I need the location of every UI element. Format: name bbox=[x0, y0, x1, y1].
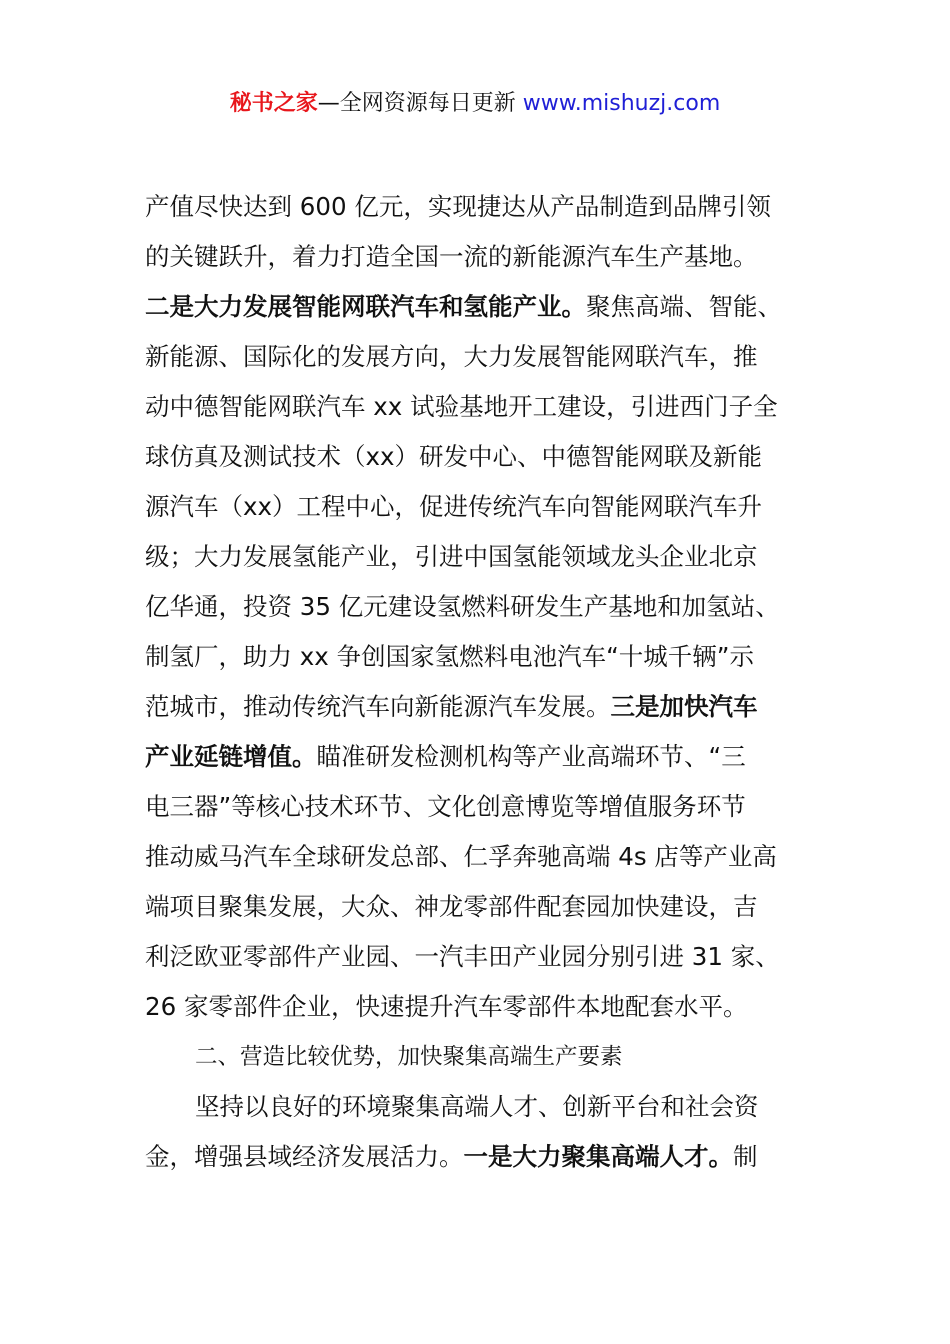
text-run: 范城市，推动传统汽车向新能源汽车发展。 bbox=[145, 692, 611, 721]
text-run: 亿华通，投资 35 亿元建设氢燃料研发生产基地和加氢站、 bbox=[145, 592, 780, 621]
section-heading bbox=[145, 1032, 815, 1082]
text-line bbox=[145, 182, 815, 232]
text-run: 新能源、国际化的发展方向，大力发展智能网联汽车，推 bbox=[145, 342, 758, 371]
text-line bbox=[145, 1132, 815, 1182]
text-line bbox=[145, 532, 815, 582]
website-link[interactable]: www.mishuzj.com bbox=[522, 91, 721, 116]
text-run: 的关键跃升，着力打造全国一流的新能源汽车生产基地。 bbox=[145, 242, 758, 271]
document-body bbox=[145, 182, 815, 1182]
text-run: 制 bbox=[733, 1142, 758, 1171]
text-line bbox=[145, 932, 815, 982]
text-line bbox=[145, 332, 815, 382]
text-run: 26 家零部件企业，快速提升汽车零部件本地配套水平。 bbox=[145, 992, 748, 1021]
text-line bbox=[145, 282, 815, 332]
text-line bbox=[145, 832, 815, 882]
text-run: 制氢厂，助力 xx 争创国家氢燃料电池汽车“十城千辆”示 bbox=[145, 642, 754, 671]
text-run: 坚持以良好的环境聚集高端人才、创新平台和社会资 bbox=[195, 1092, 759, 1121]
text-line bbox=[145, 482, 815, 532]
bold-text-run: 一是大力聚集高端人才。 bbox=[463, 1142, 733, 1171]
bold-text-run: 三是加快汽车 bbox=[610, 692, 758, 721]
text-line bbox=[145, 732, 815, 782]
text-line bbox=[145, 882, 815, 932]
text-line bbox=[145, 232, 815, 282]
text-line bbox=[145, 382, 815, 432]
text-run: 聚焦高端、智能、 bbox=[586, 292, 782, 321]
text-line bbox=[145, 782, 815, 832]
text-run: 电三器”等核心技术环节、文化创意博览等增值服务环节 bbox=[145, 792, 746, 821]
text-line bbox=[145, 632, 815, 682]
page-header bbox=[0, 88, 950, 120]
brand-name: 秘书之家 bbox=[229, 91, 318, 116]
text-run: 二、营造比较优势，加快聚集高端生产要素 bbox=[195, 1044, 623, 1070]
text-line bbox=[145, 1082, 815, 1132]
text-run: 产值尽快达到 600 亿元，实现捷达从产品制造到品牌引领 bbox=[145, 192, 771, 221]
header-tagline: —全网资源每日更新 bbox=[317, 91, 523, 116]
text-run: 瞄准研发检测机构等产业高端环节、“三 bbox=[316, 742, 746, 771]
text-line bbox=[145, 682, 815, 732]
bold-text-run: 产业延链增值。 bbox=[145, 742, 317, 771]
text-run: 推动威马汽车全球研发总部、仁孚奔驰高端 4s 店等产业高 bbox=[145, 842, 777, 871]
text-run: 球仿真及测试技术（xx）研发中心、中德智能网联及新能 bbox=[145, 442, 762, 471]
text-run: 动中德智能网联汽车 xx 试验基地开工建设，引进西门子全 bbox=[145, 392, 778, 421]
text-line bbox=[145, 582, 815, 632]
bold-text-run: 二是大力发展智能网联汽车和氢能产业。 bbox=[145, 292, 586, 321]
text-line bbox=[145, 982, 815, 1032]
text-run: 利泛欧亚零部件产业园、一汽丰田产业园分别引进 31 家、 bbox=[145, 942, 780, 971]
text-run: 级；大力发展氢能产业，引进中国氢能领域龙头企业北京 bbox=[145, 542, 758, 571]
text-run: 源汽车（xx）工程中心，促进传统汽车向智能网联汽车升 bbox=[145, 492, 762, 521]
text-run: 金，增强县域经济发展活力。 bbox=[145, 1142, 464, 1171]
text-line bbox=[145, 432, 815, 482]
text-run: 端项目聚集发展，大众、神龙零部件配套园加快建设，吉 bbox=[145, 892, 758, 921]
